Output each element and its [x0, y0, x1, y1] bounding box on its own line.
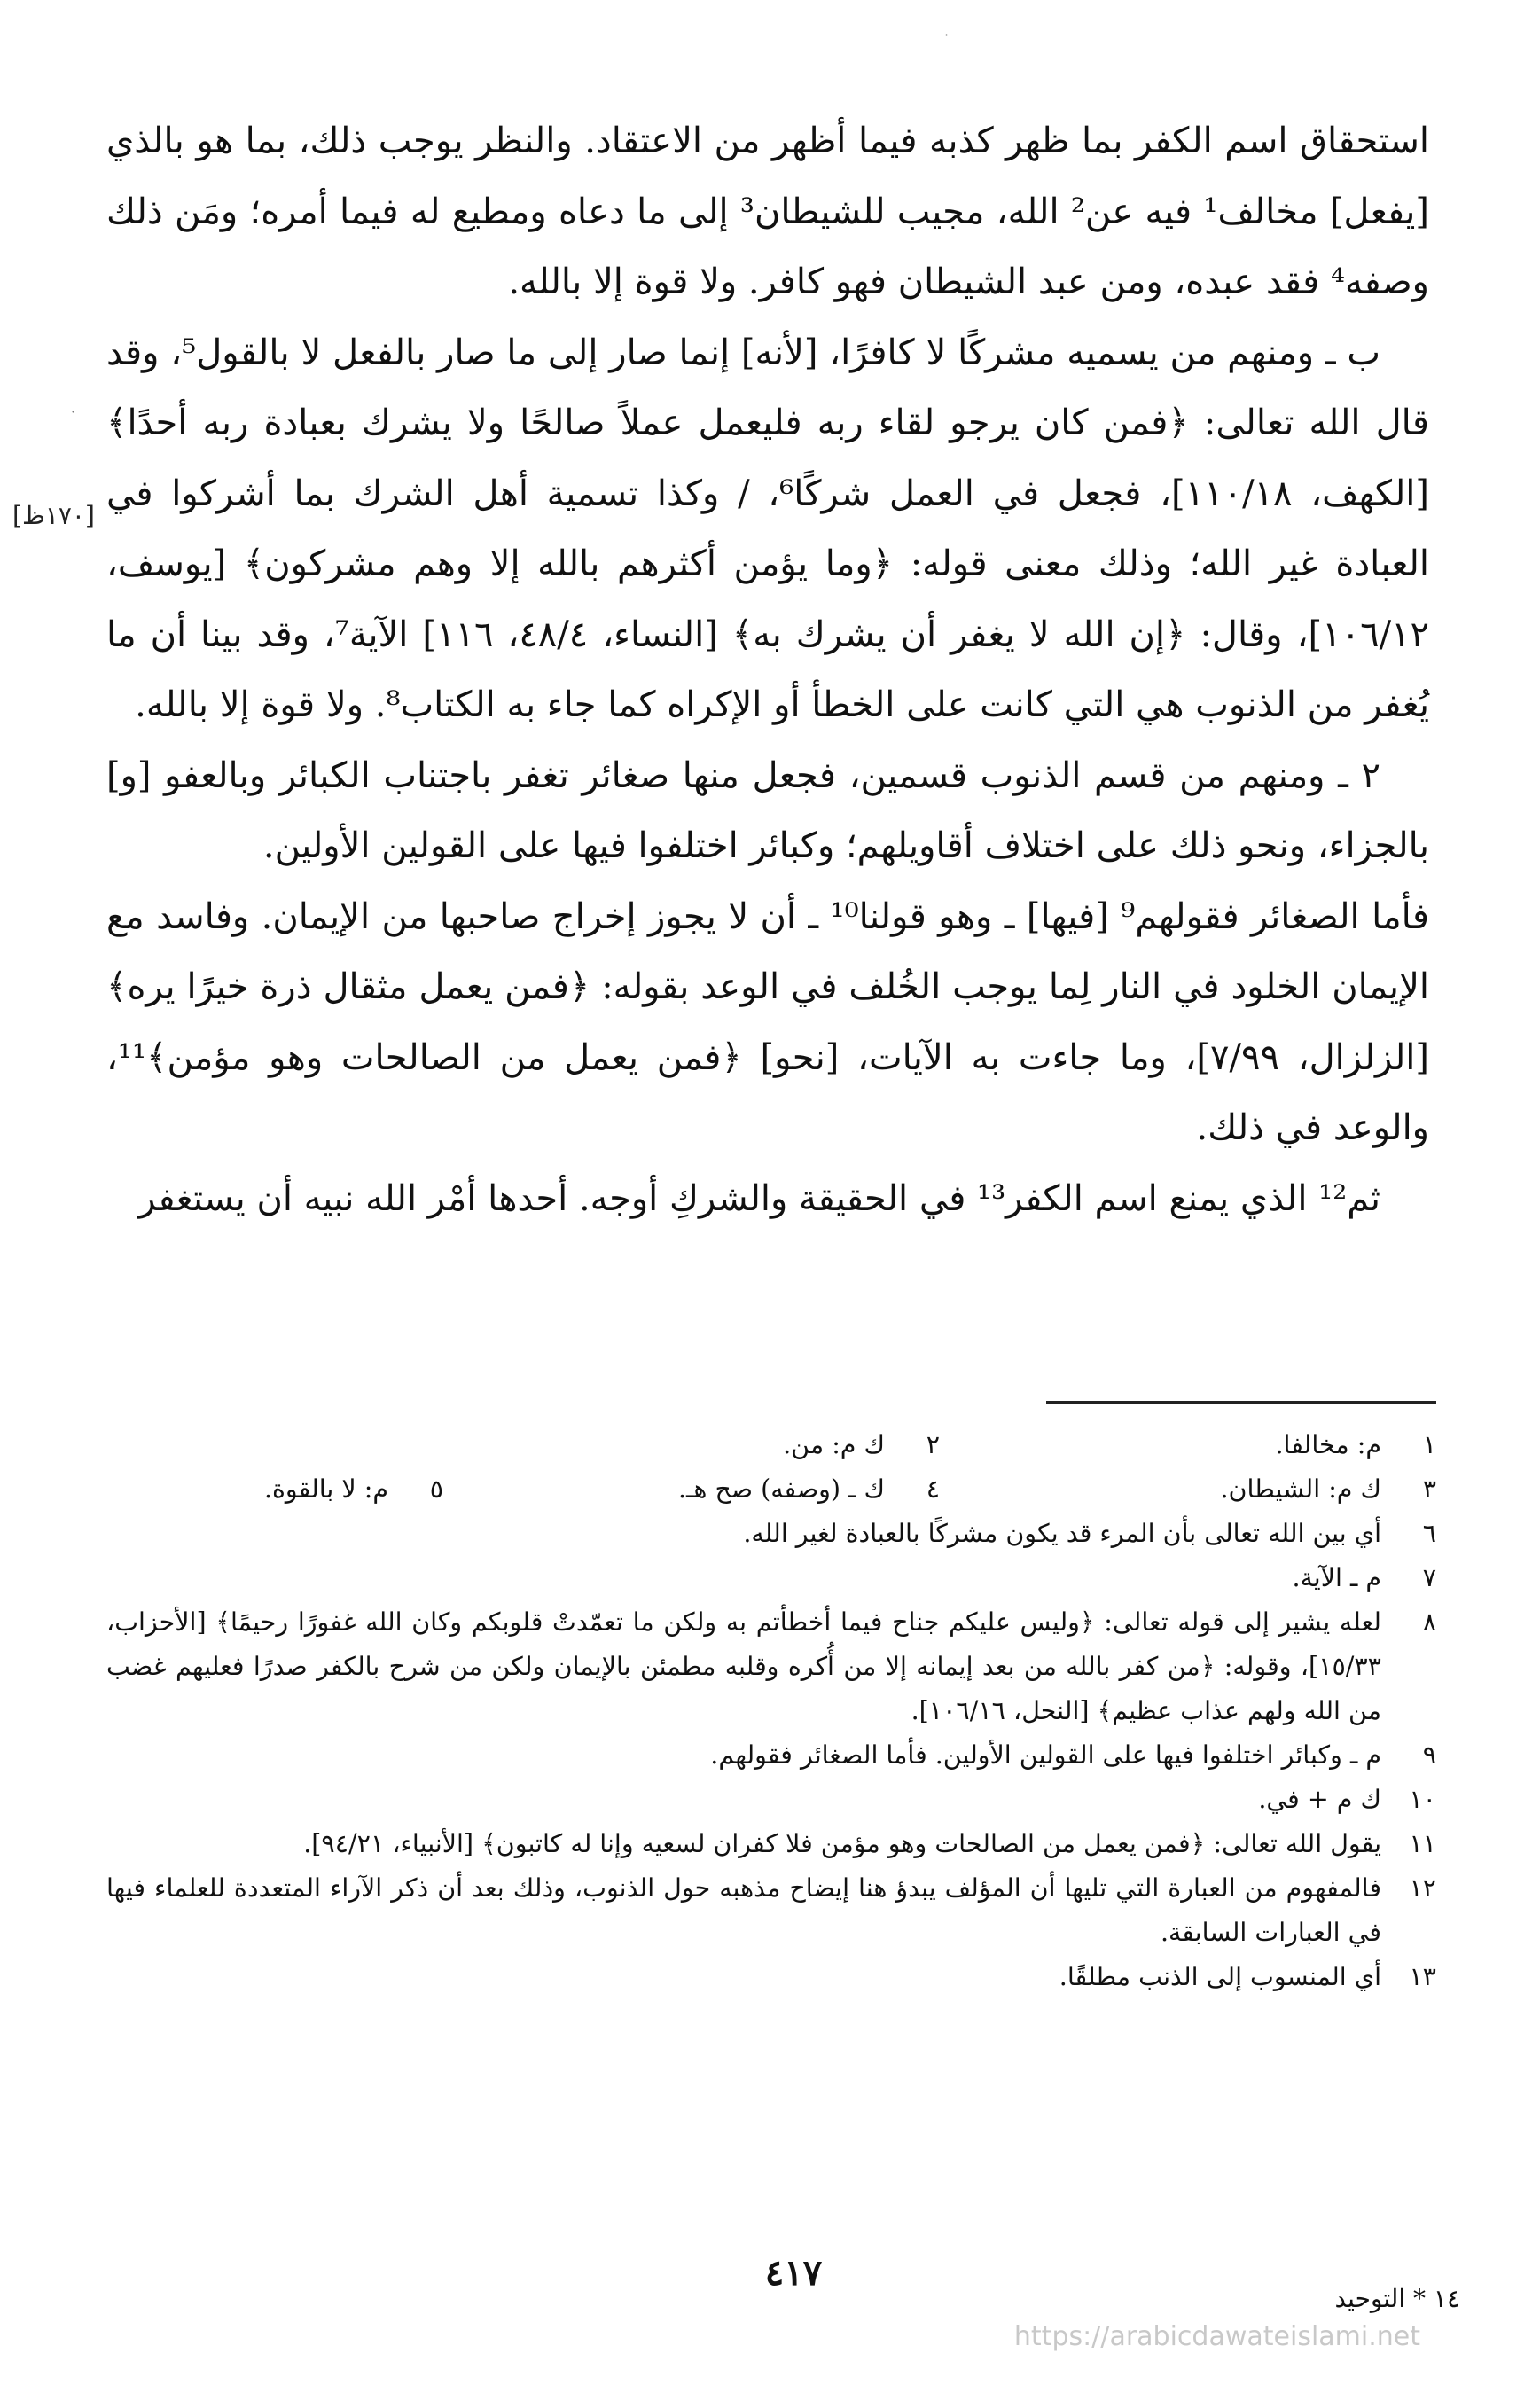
footnote-number: ٦: [1422, 1519, 1436, 1548]
footnote-text: م ـ الآية.: [1292, 1563, 1381, 1592]
footnote: [940, 1423, 1436, 1467]
footnote: [443, 1423, 940, 1467]
main-text: [106, 106, 1429, 1234]
footnotes: [106, 1423, 1436, 1999]
page-number: ٤١٧: [764, 2252, 823, 2294]
footnote-number: ٩: [1422, 1740, 1436, 1770]
footnote: [940, 1467, 1436, 1512]
footnote: [106, 1512, 1436, 1556]
footnote-number: ٧: [1422, 1563, 1436, 1592]
paragraph: ثم¹² الذي يمنع اسم الكفر¹³ في الحقيقة والشركِ أوجه. أحدها أمْر الله نبيه أن يستغفر: [138, 1177, 1380, 1219]
footnote-text: أي المنسوب إلى الذنب مطلقًا.: [1059, 1962, 1381, 1991]
footnote-text: يقول الله تعالى: ﴿فمن يعمل من الصالحات وهو مؤمن فلا كفران لسعيه وإنا له كاتبون﴾ [الأنبياء، ٩٤/٢١].: [303, 1829, 1381, 1858]
footnote: [106, 1822, 1436, 1866]
footnote-text: م ـ وكبائر اختلفوا فيها على القولين الأولين. فأما الصغائر فقولهم.: [710, 1740, 1381, 1770]
footnote-number: ٥: [429, 1474, 443, 1504]
footnote: [106, 1733, 1436, 1778]
footnote-text: أي بين الله تعالى بأن المرء قد يكون مشركًا بالعبادة لغير الله.: [743, 1519, 1381, 1548]
watermark: https://arabicdawateislami.net: [1013, 2321, 1420, 2352]
scan-speck: ·: [71, 403, 76, 420]
footnote: [106, 1955, 1436, 1999]
footnote-number: ٣: [1422, 1474, 1436, 1504]
footnote-number: ١: [1422, 1430, 1436, 1459]
paragraph: ب ـ ومنهم من يسميه مشركًا لا كافرًا، [لأنه] إنما صار إلى ما صار بالفعل لا بالقول⁵، وقد قال الله تعالى: ﴿فمن كان يرجو لقاء ربه فليعمل عملاً صالحًا ولا يشرك بعبادة ربه أحدًا﴾ [الكهف، ١١٠/١٨]، فجعل في العمل شركًا⁶، / وكذا تسمية أهل الشرك بما أشركوا في العبادة غير الله؛ وذلك معنى قوله: ﴿وما يؤمن أكثرهم بالله إلا وهم مشركون﴾ [يوسف، ١٠٦/١٢]، وقال: ﴿إن الله لا يغفر أن يشرك به﴾ [النساء، ٤٨/٤، ١١٦] الآية⁷، وقد بينا أن ما يُغفر من الذنوب هي التي كانت على الخطأ أو الإكراه كما جاء به الكتاب⁸. ولا قوة إلا بالله.: [106, 332, 1430, 725]
paragraph: استحقاق اسم الكفر بما ظهر كذبه فيما أظهر من الاعتقاد. والنظر يوجب ذلك، بما هو بالذي [يفعل] مخالف¹ فيه عن² الله، مجيب للشيطان³ إلى ما دعاه ومطيع له فيما أمره؛ ومَن ذلك وصفه⁴ فقد عبده، ومن عبد الشيطان فهو كافر. ولا قوة إلا بالله.: [106, 121, 1429, 302]
footnote: [106, 1778, 1436, 1822]
footnote-number: ٨: [1422, 1607, 1436, 1637]
footnote-number: ١٣: [1409, 1962, 1436, 1991]
paragraph: ٢ ـ ومنهم من قسم الذنوب قسمين، فجعل منها صغائر تغفر باجتناب الكبائر وبالعفو [و] بالجزاء، ونحو ذلك على اختلاف أقاويلهم؛ وكبائر اختلفوا فيها على القولين الأولين.: [106, 755, 1429, 866]
footnote: [443, 1467, 940, 1512]
footnote-number: ١١: [1409, 1829, 1436, 1858]
paragraph: فأما الصغائر فقولهم⁹ [فيها] ـ وهو قولنا¹⁰ ـ أن لا يجوز إخراج صاحبها من الإيمان. وفاسد مع الإيمان الخلود في النار لِما يوجب الخُلف في الوعد بقوله: ﴿فمن يعمل مثقال ذرة خيرًا يره﴾ [الزلزال، ٧/٩٩]، وما جاءت به الآيات، [نحو] ﴿فمن يعمل من الصالحات وهو مؤمن﴾¹¹، والوعد في ذلك.: [106, 895, 1429, 1148]
footnote-text: فالمفهوم من العبارة التي تليها أن المؤلف يبدؤ هنا إيضاح مذهبه حول الذنوب، وذلك بعد أن ذكر الآراء المتعددة للعلماء فيها في العبارات السابقة.: [106, 1873, 1381, 1947]
footnote: [106, 1600, 1436, 1733]
footnote-text: ك م: من.: [783, 1430, 885, 1459]
footnote-text: ك ـ (وصفه) صح هـ.: [677, 1474, 885, 1504]
footnote: [106, 1866, 1436, 1955]
footnote-text: م: لا بالقوة.: [263, 1474, 388, 1504]
footnote: [106, 1467, 443, 1512]
footnote-number: ١٠: [1409, 1785, 1436, 1814]
scan-speck: ·: [944, 27, 950, 43]
footnote-text: ك م + في.: [1258, 1785, 1381, 1814]
signature-mark: ١٤ * التوحيد: [1334, 2284, 1460, 2313]
footnote-divider: [1046, 1401, 1436, 1404]
footnote: [106, 1556, 1436, 1600]
footnote-text: لعله يشير إلى قوله تعالى: ﴿وليس عليكم جناح فيما أخطأتم به ولكن ما تعمّدتْ قلوبكم وكان الله غفورًا رحيمًا﴾ [الأحزاب، ١٥/٣٣]، وقوله: ﴿من كفر بالله من بعد إيمانه إلا من أُكره وقلبه مطمئن بالإيمان ولكن من شرح بالكفر صدرًا فعليهم غضب من الله ولهم عذاب عظيم﴾ [النحل، ١٠٦/١٦].: [106, 1607, 1381, 1725]
footnote-number: ١٢: [1409, 1873, 1436, 1903]
footnote-row: [106, 1423, 1436, 1467]
footnote-row: [106, 1467, 1436, 1512]
manuscript-folio-marker: [١٧٠ظ]: [12, 501, 95, 530]
footnote-number: ٤: [926, 1474, 940, 1504]
footnote-text: م: مخالفا.: [1275, 1430, 1381, 1459]
footnote-number: ٢: [926, 1430, 940, 1459]
footnote-text: ك م: الشيطان.: [1220, 1474, 1381, 1504]
